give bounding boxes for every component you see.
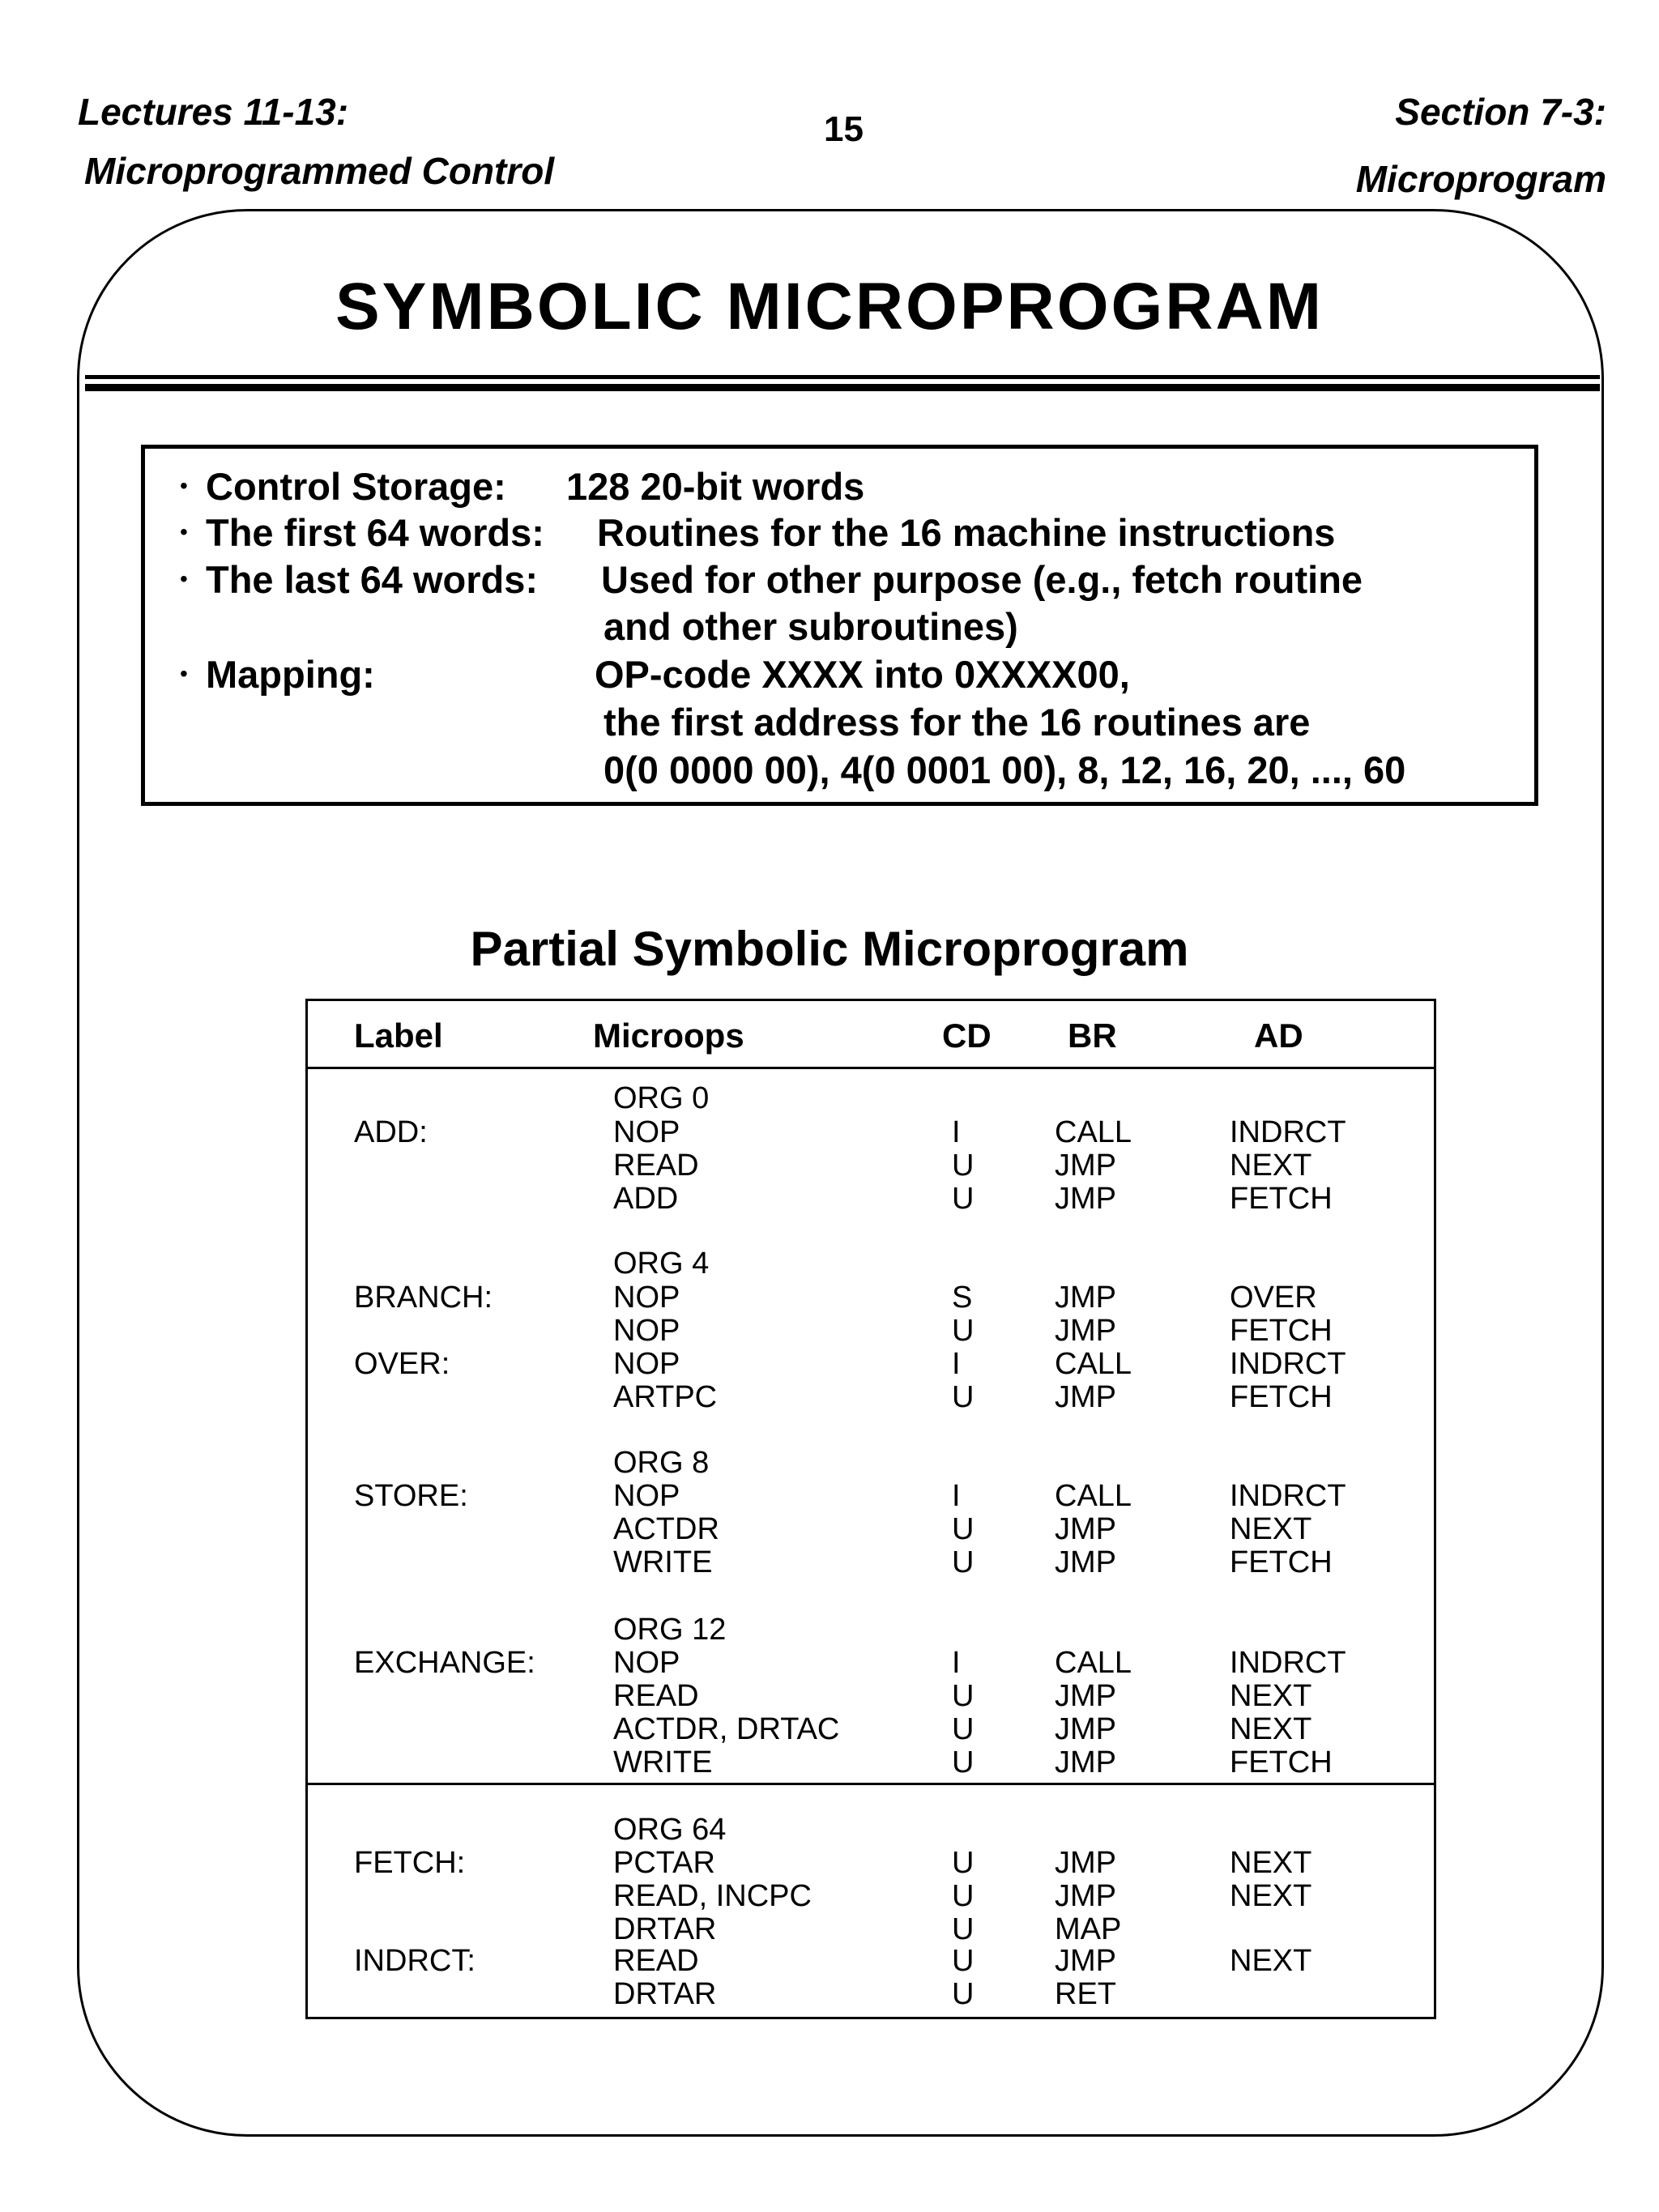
info-text-last-64: Used for other purpose (e.g., fetch routine [601, 558, 1363, 601]
cell-br: JMP [1055, 1679, 1116, 1713]
page-number: 15 [824, 109, 864, 149]
bullet-icon: • [180, 566, 188, 591]
info-label-first-64: The first 64 words: [206, 511, 544, 554]
cell-label: INDRCT: [354, 1944, 476, 1978]
cell-label: STORE: [354, 1479, 468, 1513]
cell-ad: FETCH [1230, 1380, 1333, 1414]
column-header-label: Label [354, 1016, 443, 1055]
cell-microops: NOP [613, 1115, 680, 1149]
cell-label: FETCH: [354, 1846, 466, 1880]
title-rule-thin [85, 375, 1600, 379]
cell-br: JMP [1055, 1545, 1116, 1579]
info-text-first-64: Routines for the 16 machine instructions [597, 511, 1336, 554]
cell-cd: U [952, 1912, 975, 1946]
cell-cd: U [952, 1149, 975, 1183]
cell-cd: I [952, 1646, 961, 1680]
cell-ad: INDRCT [1230, 1115, 1346, 1149]
cell-cd: I [952, 1347, 961, 1381]
info-text-control-storage: 128 20-bit words [566, 465, 865, 508]
cell-br: CALL [1055, 1646, 1132, 1680]
cell-cd: U [952, 1745, 975, 1779]
table-title: Partial Symbolic Microprogram [470, 922, 1189, 976]
cell-br: CALL [1055, 1115, 1132, 1149]
cell-br: MAP [1055, 1912, 1122, 1946]
header-lecture-topic: Microprogrammed Control [84, 150, 555, 192]
cell-cd: U [952, 1879, 975, 1913]
cell-cd: U [952, 1314, 975, 1348]
cell-cd: U [952, 1846, 975, 1880]
cell-br: JMP [1055, 1712, 1116, 1746]
cell-ad: NEXT [1230, 1944, 1312, 1978]
cell-ad: NEXT [1230, 1879, 1312, 1913]
cell-microops: READ [613, 1149, 699, 1183]
cell-br: JMP [1055, 1745, 1116, 1779]
cell-ad: FETCH [1230, 1545, 1333, 1579]
info-label-mapping: Mapping: [206, 653, 375, 696]
cell-cd: U [952, 1545, 975, 1579]
cell-br: RET [1055, 1977, 1116, 2011]
cell-cd: U [952, 1512, 975, 1546]
cell-br: JMP [1055, 1879, 1116, 1913]
slide-title: SYMBOLIC MICROPROGRAM [335, 270, 1324, 343]
bullet-icon: • [180, 473, 188, 498]
column-header-microops: Microops [593, 1016, 744, 1055]
bullet-icon: • [180, 519, 188, 544]
cell-microops: ARTPC [613, 1380, 718, 1414]
cell-label: EXCHANGE: [354, 1646, 535, 1680]
cell-ad: NEXT [1230, 1679, 1312, 1713]
bullet-icon: • [180, 661, 188, 686]
cell-br: JMP [1055, 1380, 1116, 1414]
header-section-topic: Microprogram [1355, 158, 1606, 200]
cell-ad: INDRCT [1230, 1479, 1346, 1513]
cell-cd: U [952, 1182, 975, 1216]
cell-cd: S [952, 1281, 973, 1315]
cell-ad: NEXT [1230, 1149, 1312, 1183]
cell-microops: NOP [613, 1314, 680, 1348]
cell-label: OVER: [354, 1347, 450, 1381]
cell-microops: READ [613, 1944, 699, 1978]
cell-ad: NEXT [1230, 1712, 1312, 1746]
cell-microops: WRITE [613, 1545, 713, 1579]
cell-microops: ORG 4 [613, 1247, 710, 1281]
info-text-mapping-addresses: 0(0 0000 00), 4(0 0001 00), 8, 12, 16, 20, ..., 60 [603, 748, 1406, 791]
cell-br: CALL [1055, 1479, 1132, 1513]
info-label-last-64: The last 64 words: [206, 558, 539, 601]
cell-microops: DRTAR [613, 1912, 717, 1946]
cell-cd: U [952, 1977, 975, 2011]
cell-microops: ACTDR, DRTAC [613, 1712, 840, 1746]
cell-microops: ORG 8 [613, 1446, 710, 1480]
cell-microops: ORG 0 [613, 1081, 710, 1115]
column-header-br: BR [1068, 1016, 1117, 1055]
cell-cd: I [952, 1115, 961, 1149]
cell-br: JMP [1055, 1846, 1116, 1880]
cell-microops: NOP [613, 1347, 680, 1381]
cell-ad: NEXT [1230, 1846, 1312, 1880]
cell-ad: FETCH [1230, 1745, 1333, 1779]
column-header-cd: CD [942, 1016, 992, 1055]
cell-microops: READ, INCPC [613, 1879, 812, 1913]
cell-cd: U [952, 1679, 975, 1713]
info-label-control-storage: Control Storage: [206, 465, 506, 508]
cell-ad: FETCH [1230, 1182, 1333, 1216]
cell-cd: U [952, 1944, 975, 1978]
cell-label: ADD: [354, 1115, 428, 1149]
table-section-rule [305, 1783, 1436, 1785]
cell-label: BRANCH: [354, 1281, 493, 1315]
table-header-rule [305, 1067, 1436, 1069]
cell-ad: OVER [1230, 1281, 1317, 1315]
cell-microops: NOP [613, 1479, 680, 1513]
cell-br: JMP [1055, 1149, 1116, 1183]
cell-microops: NOP [613, 1646, 680, 1680]
cell-microops: ORG 64 [613, 1813, 727, 1847]
cell-br: JMP [1055, 1944, 1116, 1978]
cell-ad: INDRCT [1230, 1347, 1346, 1381]
cell-br: JMP [1055, 1512, 1116, 1546]
cell-br: JMP [1055, 1182, 1116, 1216]
cell-microops: DRTAR [613, 1977, 717, 2011]
info-text-mapping: OP-code XXXX into 0XXXX00, [595, 653, 1130, 696]
cell-cd: U [952, 1380, 975, 1414]
cell-br: CALL [1055, 1347, 1132, 1381]
cell-microops: WRITE [613, 1745, 713, 1779]
title-rule-thick [85, 384, 1600, 391]
cell-br: JMP [1055, 1314, 1116, 1348]
cell-microops: READ [613, 1679, 699, 1713]
column-header-ad: AD [1254, 1016, 1303, 1055]
cell-microops: NOP [613, 1281, 680, 1315]
cell-ad: FETCH [1230, 1314, 1333, 1348]
info-text-last-64-continued: and other subroutines) [603, 605, 1018, 648]
cell-microops: ACTDR [613, 1512, 719, 1546]
cell-cd: U [952, 1712, 975, 1746]
cell-ad: INDRCT [1230, 1646, 1346, 1680]
header-section-number: Section 7-3: [1395, 91, 1606, 133]
cell-cd: I [952, 1479, 961, 1513]
cell-br: JMP [1055, 1281, 1116, 1315]
cell-microops: PCTAR [613, 1846, 715, 1880]
cell-microops: ORG 12 [613, 1613, 727, 1647]
cell-ad: NEXT [1230, 1512, 1312, 1546]
header-lecture-range: Lectures 11-13: [78, 91, 349, 133]
info-text-mapping-continued: the first address for the 16 routines are [603, 701, 1311, 744]
cell-microops: ADD [613, 1182, 679, 1216]
